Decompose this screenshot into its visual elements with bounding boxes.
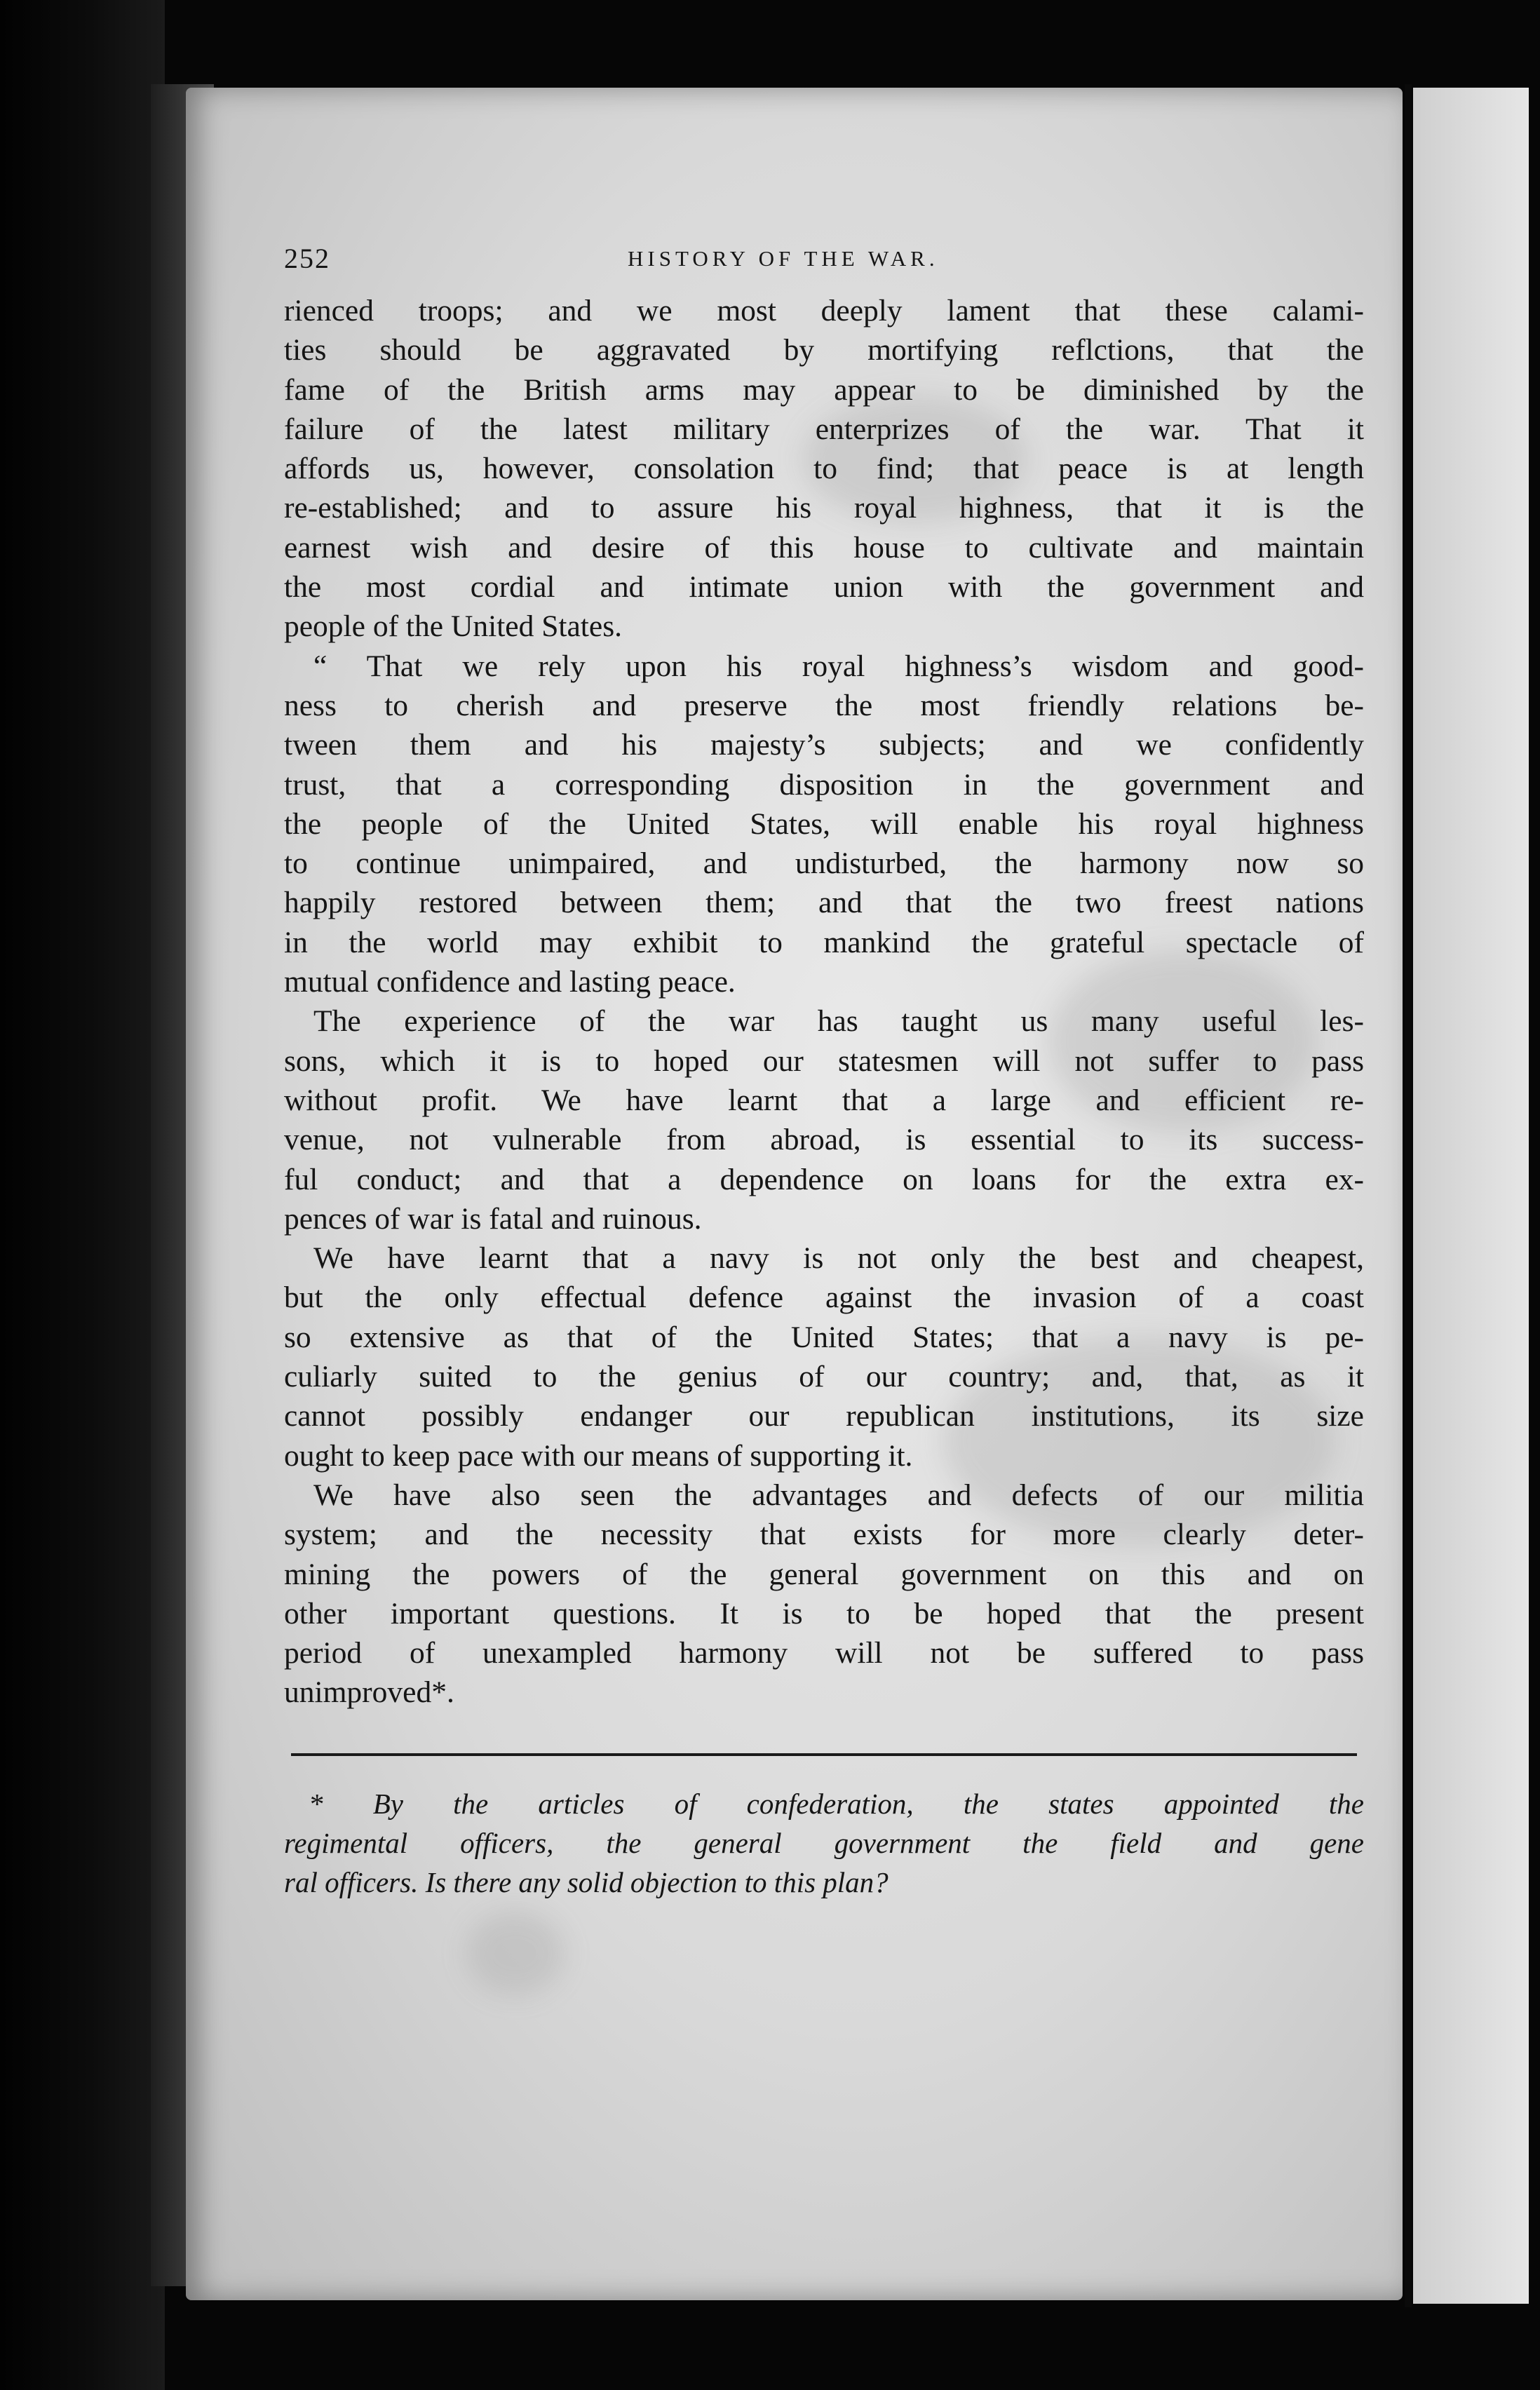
- text-line: to continue unimpaired, and undisturbed, the harmony now so: [284, 846, 1364, 881]
- text-line: ties should be aggravated by mortifying reflctions, that the: [284, 333, 1364, 367]
- text-line: venue, not vulnerable from abroad, is essential to its success-: [284, 1123, 1364, 1157]
- text-line: tween them and his majesty’s subjects; and we confidently: [284, 728, 1364, 762]
- text-line: other important questions. It is to be hoped that the present: [284, 1596, 1364, 1631]
- text-line: people of the United States.: [284, 609, 623, 644]
- facing-page-edge: [1413, 88, 1529, 2304]
- text-line: cannot possibly endanger our republican institutions, its size: [284, 1399, 1364, 1433]
- text-line: the people of the United States, will enable his royal highness: [284, 806, 1364, 841]
- text-line: period of unexampled harmony will not be suffered to pass: [284, 1636, 1364, 1670]
- footnote-line: regimental officers, the general government the field and gene: [284, 1826, 1364, 1859]
- page-number: 252: [284, 243, 330, 274]
- text-line: happily restored between them; and that the two freest nations: [284, 886, 1364, 920]
- text-line: mining the powers of the general government on this and on: [284, 1557, 1364, 1591]
- text-line: ness to cherish and preserve the most friendly relations be-: [284, 688, 1364, 722]
- footnote-line: * By the articles of confederation, the states appointed the: [309, 1787, 1364, 1820]
- text-line: so extensive as that of the United States; that a navy is pe-: [284, 1320, 1364, 1354]
- text-line: in the world may exhibit to mankind the grateful spectacle of: [284, 925, 1364, 959]
- book-spine-shadow: [0, 0, 165, 2390]
- text-line: affords us, however, consolation to find; that peace is at length: [284, 452, 1364, 486]
- text-line: rienced troops; and we most deeply lament that these calami-: [284, 294, 1364, 328]
- text-line: the most cordial and intimate union with the government and: [284, 570, 1364, 605]
- stain-mark: [466, 1911, 565, 1995]
- text-line: earnest wish and desire of this house to cultivate and maintain: [284, 530, 1364, 565]
- text-line: without profit. We have learnt that a large and efficient re-: [284, 1083, 1364, 1117]
- text-line: We have also seen the advantages and defects of our militia: [313, 1478, 1364, 1512]
- text-line: ought to keep pace with our means of supporting it.: [284, 1438, 913, 1473]
- body-text: [284, 291, 1364, 1713]
- text-line: unimproved*.: [284, 1675, 454, 1710]
- text-line: ful conduct; and that a dependence on loans for the extra ex-: [284, 1162, 1364, 1196]
- footnote-rule: [291, 1753, 1357, 1756]
- page-gutter: [1405, 84, 1412, 2307]
- running-head-title: HISTORY OF THE WAR.: [628, 246, 939, 271]
- running-head: [284, 242, 1364, 291]
- text-line: pences of war is fatal and ruinous.: [284, 1201, 702, 1236]
- text-line: culiarly suited to the genius of our country; and, that, as it: [284, 1360, 1364, 1394]
- text-line: system; and the necessity that exists for more clearly deter-: [284, 1518, 1364, 1552]
- text-line: trust, that a corresponding disposition in the government and: [284, 767, 1364, 802]
- text-line: but the only effectual defence against the invasion of a coast: [284, 1281, 1364, 1315]
- text-line: We have learnt that a navy is not only the best and cheapest,: [313, 1241, 1364, 1276]
- text-line: mutual confidence and lasting peace.: [284, 965, 736, 999]
- text-line: The experience of the war has taught us many useful les-: [313, 1004, 1364, 1039]
- text-line: re-established; and to assure his royal highness, that it is the: [284, 491, 1364, 525]
- footnote: [284, 1784, 1364, 1902]
- page-content: [284, 242, 1364, 1902]
- text-line: “ That we rely upon his royal highness’s wisdom and good-: [313, 649, 1364, 683]
- text-line: sons, which it is to hoped our statesmen will not suffer to pass: [284, 1044, 1364, 1078]
- footnote-line: ral officers. Is there any solid objection to this plan?: [284, 1865, 889, 1898]
- text-line: failure of the latest military enterprizes of the war. That it: [284, 412, 1364, 446]
- text-line: fame of the British arms may appear to be diminished by the: [284, 372, 1364, 407]
